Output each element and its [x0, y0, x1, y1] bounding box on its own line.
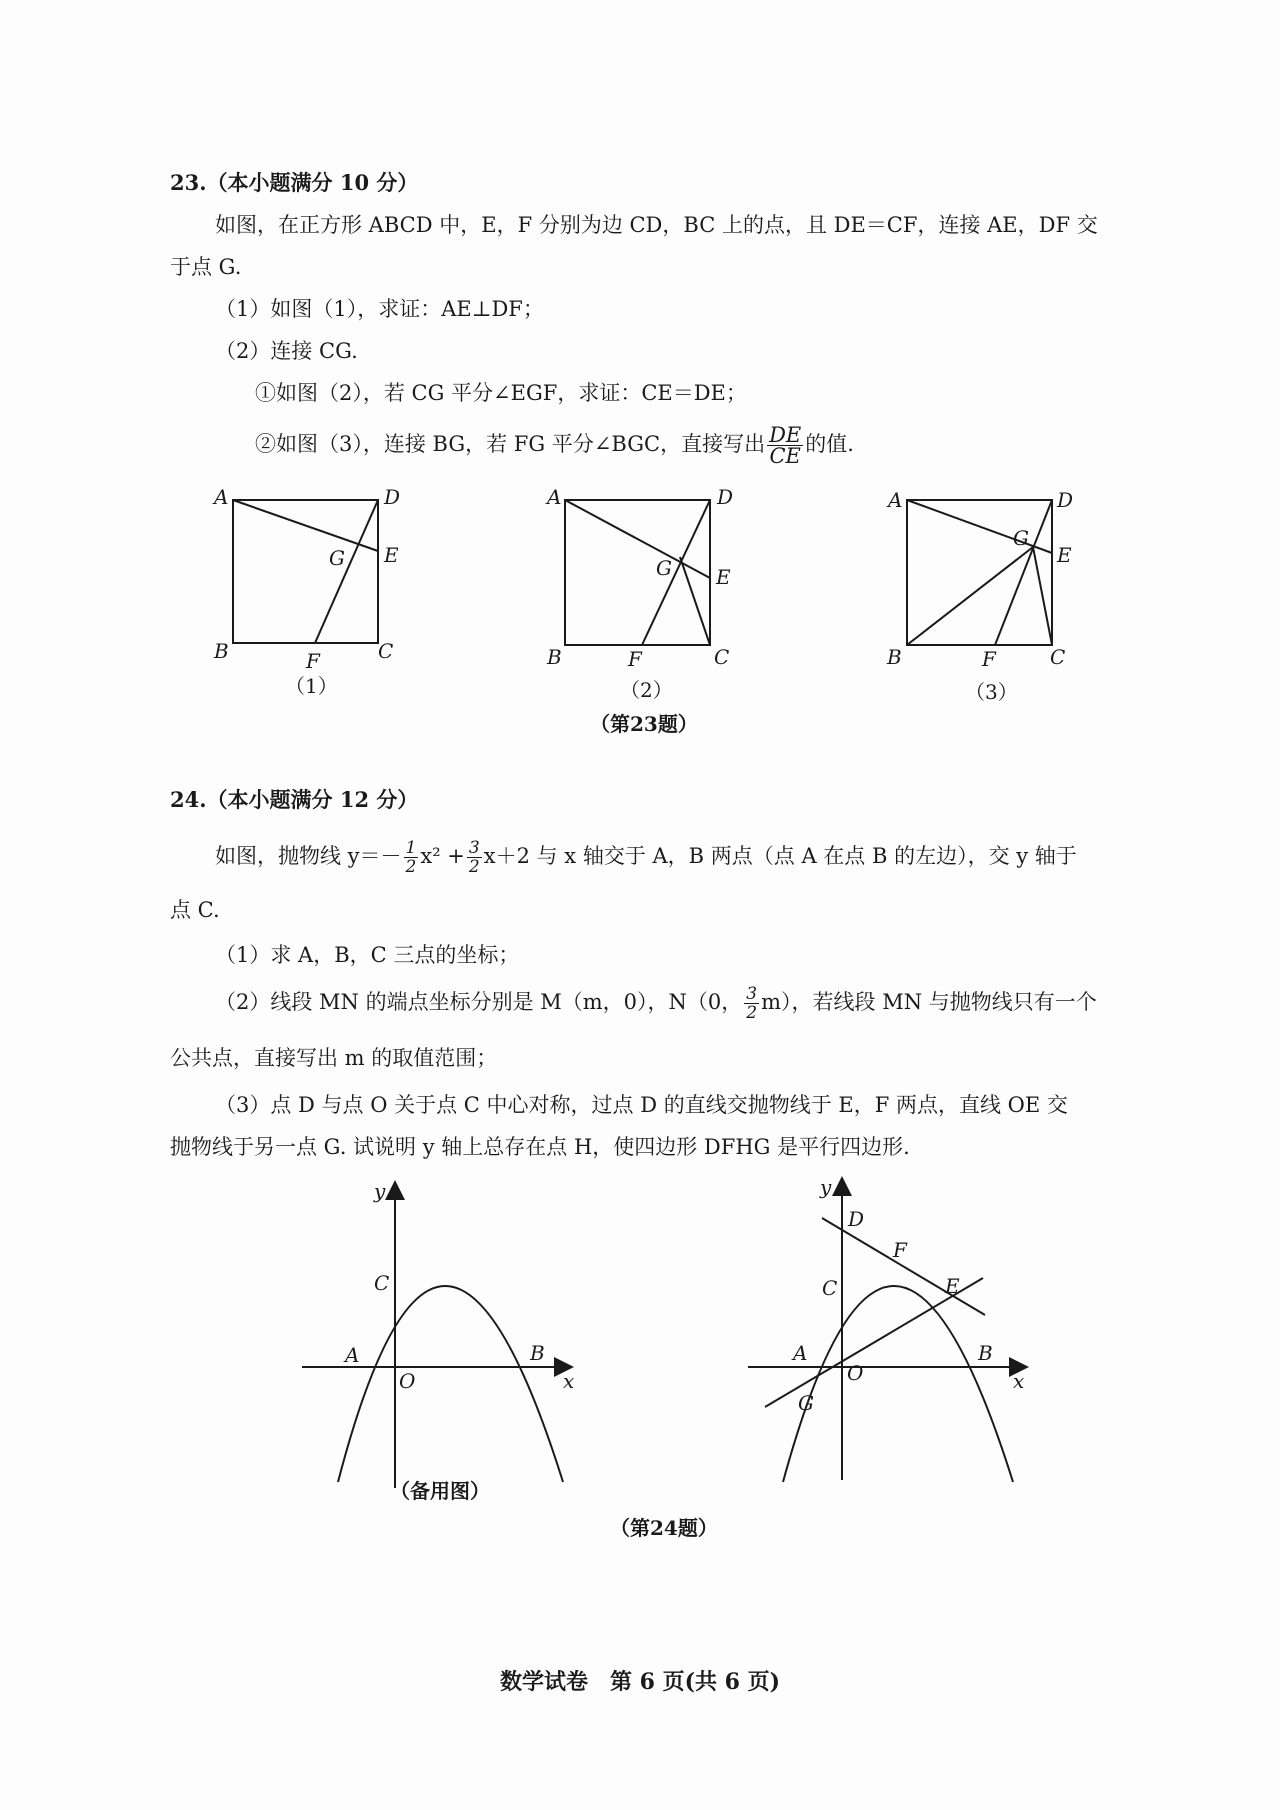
q24-part2-frac-num: 3 — [746, 984, 758, 1004]
left-label-y: y — [374, 1179, 386, 1203]
q23-part2-2-after: 的值. — [805, 432, 854, 456]
q24-stem-mid: x² + — [420, 844, 465, 868]
q24-part2-fraction — [744, 985, 759, 1022]
left-label-a: A — [345, 1343, 360, 1367]
q24-part1: （1）求 A，B，C 三点的坐标； — [215, 943, 520, 967]
q24-fraction-three-halves — [467, 839, 482, 876]
right-line-df — [822, 1218, 985, 1315]
right-label-y: y — [820, 1175, 832, 1199]
q24-fraction-half — [404, 839, 419, 876]
right-label-c: C — [822, 1276, 838, 1300]
right-label-o: O — [847, 1361, 864, 1385]
q23-figures — [0, 0, 1280, 760]
q24-frac2-den: 2 — [468, 857, 480, 877]
fig2-square — [565, 500, 710, 645]
fig1-caption: （1） — [285, 674, 338, 698]
fig1-label-d: D — [384, 485, 401, 509]
q24-stem-line1 — [215, 832, 1077, 880]
left-label-c: C — [374, 1271, 390, 1295]
q23-stem-line2: 于点 G. — [170, 255, 242, 279]
fig1-line-ae — [233, 500, 378, 551]
page-footer: 数学试卷 第 6 页(共 6 页) — [499, 1669, 781, 1695]
left-label-b: B — [530, 1341, 545, 1365]
q23-part2: （2）连接 CG. — [215, 339, 358, 363]
fig1-line-df — [315, 500, 378, 643]
fig3-label-a: A — [888, 488, 903, 512]
fig3-line-df — [995, 500, 1052, 645]
q23-part2-2-before: ②如图（3），连接 BG，若 FG 平分∠BGC，直接写出 — [255, 432, 766, 456]
fig1-square — [233, 500, 378, 643]
left-label-o: O — [399, 1369, 416, 1393]
left-parabola — [338, 1286, 563, 1482]
right-label-g: G — [798, 1391, 814, 1415]
fig1-label-e: E — [384, 543, 399, 567]
right-label-x: x — [1013, 1369, 1025, 1393]
fig2-label-d: D — [717, 485, 734, 509]
q24-part2-line2: 公共点，直接写出 m 的取值范围； — [170, 1046, 498, 1070]
q24-part2-line1 — [215, 978, 1097, 1026]
fig3-square — [907, 500, 1052, 645]
fig1-label-c: C — [378, 639, 394, 663]
q23-figure-group-caption: （第23题） — [590, 712, 698, 736]
right-label-b: B — [978, 1341, 993, 1365]
left-label-x: x — [563, 1369, 575, 1393]
fig1-label-b: B — [214, 639, 229, 663]
q24-frac1-den: 2 — [405, 857, 417, 877]
fig1-label-f: F — [306, 649, 320, 673]
fig2-caption: （2） — [620, 678, 673, 702]
fig3-label-f: F — [982, 647, 996, 671]
fig2-label-a: A — [547, 485, 562, 509]
q24-stem-after: x＋2 与 x 轴交于 A，B 两点（点 A 在点 B 的左边），交 y 轴于 — [483, 844, 1077, 868]
fig2-label-c: C — [714, 645, 730, 669]
q24-part3-line2: 抛物线于另一点 G. 试说明 y 轴上总存在点 H，使四边形 DFHG 是平行四边形. — [170, 1135, 910, 1159]
fig1-label-a: A — [214, 485, 229, 509]
fig3-label-d: D — [1057, 488, 1074, 512]
right-label-e: E — [945, 1274, 960, 1298]
q24-part2-after: m），若线段 MN 与抛物线只有一个 — [761, 990, 1097, 1014]
q24-stem-line2: 点 C. — [170, 898, 220, 922]
fig3-label-e: E — [1057, 543, 1072, 567]
fig2-label-f: F — [628, 647, 642, 671]
q24-figures — [0, 1170, 1280, 1530]
fig3-label-c: C — [1050, 645, 1066, 669]
q23-part2-1: ①如图（2），若 CG 平分∠EGF，求证：CE＝DE； — [255, 381, 747, 405]
fig2-line-ae — [565, 500, 710, 578]
fig2-label-b: B — [547, 645, 562, 669]
q23-fraction-den: CE — [769, 444, 801, 468]
right-label-f: F — [893, 1238, 907, 1262]
fig1-label-g: G — [329, 546, 345, 570]
q23-part1: （1）如图（1），求证：AE⊥DF； — [215, 297, 544, 321]
q24-header: 24.（本小题满分 12 分） — [170, 787, 419, 812]
fig3-line-gc — [1033, 547, 1052, 645]
q24-stem-before: 如图，抛物线 y＝－ — [215, 844, 402, 868]
q23-fraction-num: DE — [769, 423, 802, 447]
q24-part3-line1: （3）点 D 与点 O 关于点 C 中心对称，过点 D 的直线交抛物线于 E，F 两点，直线 OE 交 — [215, 1093, 1068, 1117]
fig3-caption: （3） — [965, 680, 1018, 704]
q24-part2-frac-den: 2 — [746, 1003, 758, 1023]
fig3-line-ae — [907, 500, 1052, 553]
fig2-label-e: E — [716, 565, 731, 589]
fig3-label-b: B — [887, 645, 902, 669]
q24-frac2-num: 3 — [468, 838, 480, 858]
q24-backup-caption: （备用图） — [390, 1479, 490, 1503]
q24-figure-group-caption: （第24题） — [610, 1516, 718, 1540]
q23-stem-line1: 如图，在正方形 ABCD 中，E，F 分别为边 CD，BC 上的点，且 DE＝CF，连接 AE，DF 交 — [215, 213, 1098, 237]
right-parabola — [783, 1286, 1013, 1482]
q23-header: 23.（本小题满分 10 分） — [170, 170, 419, 195]
fig3-label-g: G — [1013, 526, 1029, 550]
fig2-label-g: G — [656, 556, 672, 580]
right-label-d: D — [848, 1207, 865, 1231]
right-label-a: A — [793, 1341, 808, 1365]
q24-frac1-num: 1 — [405, 838, 417, 858]
q24-part2-before: （2）线段 MN 的端点坐标分别是 M（m，0），N（0， — [215, 990, 743, 1014]
